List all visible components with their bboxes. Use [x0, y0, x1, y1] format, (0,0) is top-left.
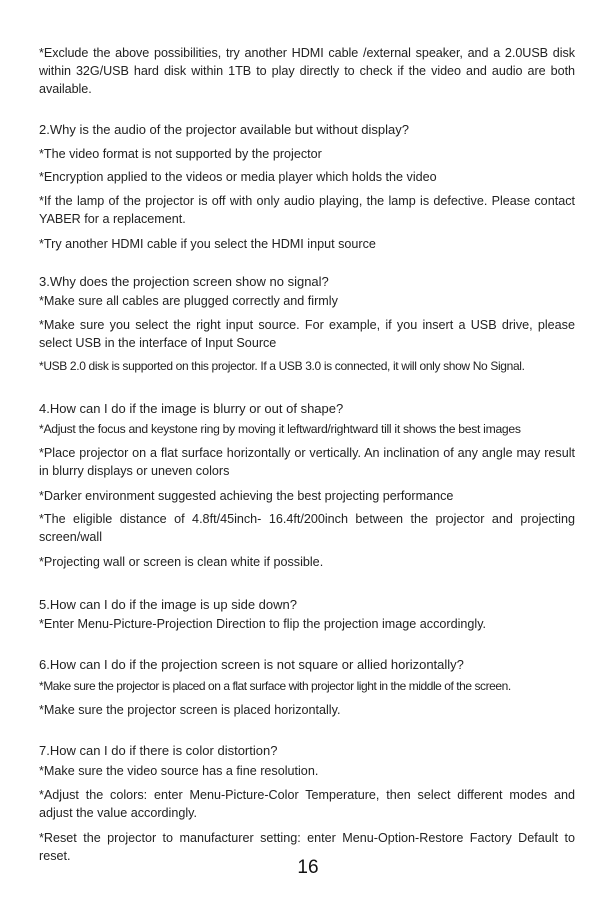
faq-answer-4-1: *Adjust the focus and keystone ring by moving it leftward/rightward till it shows the best images: [39, 422, 521, 436]
faq-answer-6-2: *Make sure the projector screen is placed horizontally.: [39, 703, 341, 717]
faq-question-7: 7.How can I do if there is color distortion?: [39, 743, 278, 758]
faq-question-3: 3.Why does the projection screen show no signal?: [39, 274, 329, 289]
faq-answer-2-2: *Encryption applied to the videos or media player which holds the video: [39, 170, 437, 184]
faq-answer-5-1: *Enter Menu-Picture-Projection Direction to flip the projection image accordingly.: [39, 617, 487, 631]
faq-answer-7-1: *Make sure the video source has a fine resolution.: [39, 764, 319, 778]
faq-question-6: 6.How can I do if the projection screen is not square or allied horizontally?: [39, 657, 464, 672]
faq-answer-4-2: *Place projector on a flat surface horizontally or vertically. An inclination of any angle may result in blurry displays or uneven colors: [39, 446, 575, 478]
faq-question-5: 5.How can I do if the image is up side down?: [39, 597, 297, 612]
faq-answer-3-1: *Make sure all cables are plugged correctly and firmly: [39, 294, 338, 308]
faq-answer-2-1: *The video format is not supported by the projector: [39, 147, 322, 161]
faq-answer-7-3: *Reset the projector to manufacturer setting: enter Menu-Option-Restore Factory Default to reset.: [39, 831, 575, 863]
faq-answer-2-4: *Try another HDMI cable if you select the HDMI input source: [39, 237, 376, 251]
faq-answer-4-5: *Projecting wall or screen is clean white if possible.: [39, 555, 324, 569]
faq-question-4: 4.How can I do if the image is blurry or out of shape?: [39, 401, 344, 416]
intro-paragraph: *Exclude the above possibilities, try another HDMI cable /external speaker, and a 2.0USB disk within 32G/USB hard disk within 1TB to play directly to check if the video and audio are both available.: [39, 46, 575, 96]
faq-question-2: 2.Why is the audio of the projector available but without display?: [39, 122, 409, 137]
faq-answer-4-3: *Darker environment suggested achieving the best projecting performance: [39, 489, 454, 503]
faq-answer-6-1: *Make sure the projector is placed on a flat surface with projector light in the middle of the screen.: [39, 679, 511, 693]
faq-answer-3-2: *Make sure you select the right input source. For example, if you insert a USB drive, please select USB in the interface of Input Source: [39, 318, 575, 350]
page-number: 16: [297, 857, 319, 878]
faq-answer-3-3: *USB 2.0 disk is supported on this projector. If a USB 3.0 is connected, it will only show No Signal.: [39, 359, 525, 373]
faq-answer-7-2: *Adjust the colors: enter Menu-Picture-Color Temperature, then select different modes and adjust the value accordingly.: [39, 788, 575, 820]
faq-answer-4-4: *The eligible distance of 4.8ft/45inch- 16.4ft/200inch between the projector and projecting screen/wall: [39, 512, 575, 544]
faq-answer-2-3: *If the lamp of the projector is off with only audio playing, the lamp is defective. Please contact YABER for a replacement.: [39, 194, 575, 226]
